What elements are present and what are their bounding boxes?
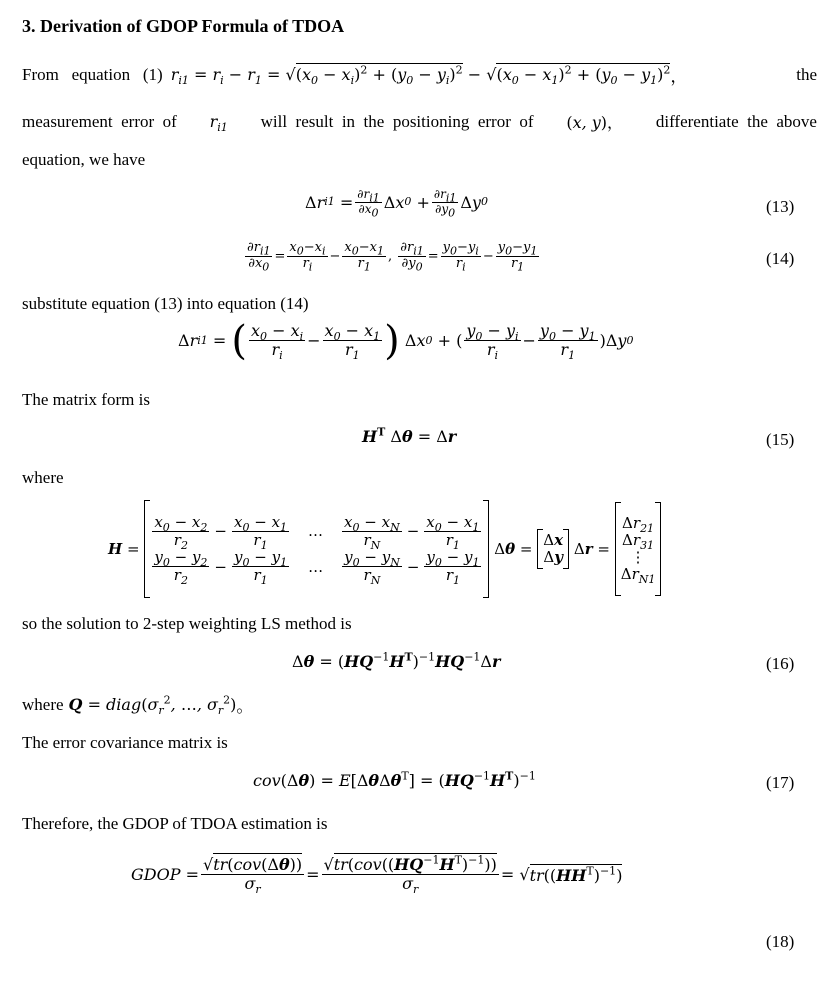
equation-14: $\frac{\partial r_{i1}}{\partial x_0}$ = $\frac{x_0-x_i}{r_i}$ − $\frac{x_0-x_1}{r_1}$ , $\frac{\partial r_{i1}}{\partial y_0}$ = $\frac{y_0-y_i}{r_i}$ − $\frac{y_0-y_1}{r_1}$ — [247, 240, 538, 274]
equation-number: (17) — [766, 773, 795, 792]
equation-1: $r_{i1} = r_i - r_1 = √(x_0 - x_i)^2 + (y_0 - y_i)^2 - √(x_0 - x_1)^2 + (y_0 - y_1)^2$ — [170, 63, 671, 88]
paragraph-text: where — [22, 468, 64, 487]
paragraph-text: the — [796, 64, 817, 84]
equation-17: $cov(\Delta\theta) = E[\Delta\theta\Delta\theta^T] = (HQ^{-1}H^T)^{-1}$ — [253, 769, 536, 790]
paragraph-text: From equation (1) — [22, 64, 163, 84]
paragraph-text: measurement error of — [22, 111, 177, 131]
punct-period: 。 — [236, 697, 254, 716]
paragraph-text: substitute equation (13) into equation (14) — [22, 294, 309, 313]
equation-13: Δ r i1 = $\frac{\partial r_{i1}}{\partial x_0}$ Δ x 0 + $\frac{\partial r_{i1}}{\partial y_0}$ Δ y 0 — [305, 187, 488, 220]
paragraph-measurement-error — [22, 110, 817, 133]
equation-16: $\Delta\theta = (HQ^{-1}H^T)^{-1}HQ^{-1}\Delta r$ — [292, 650, 501, 671]
paragraph-text: so the solution to 2-step weighting LS method is — [22, 614, 352, 633]
equation-number: (16) — [766, 654, 795, 673]
paragraph-text: Therefore, the GDOP of TDOA estimation is — [22, 814, 328, 833]
symbol-xy: (x, y)， — [566, 113, 624, 132]
equation-substituted: Δ r i1 = ( $\frac{x_0 - x_i}{r_i}$ − $\frac{x_0 - x_1}{r_1}$ ) Δ x 0 + ( $\frac{y_0 - y_i}{r_i}$ − $\frac{y_0 - y_1}{r_1}$ )Δ y 0 — [178, 317, 634, 364]
equation-18: GDOP = $\frac{\text{√tr(cov(Δθ))}}{\sigma_r}$ = $\frac{√tr(cov((HQ^{-1}H^T)^{-1}))}{\sigma_r}$ = √ $tr((HH^T)^{-1})$ — [131, 853, 623, 897]
equation-H-matrix: H = $\frac{x_0 - x_2}{r_2}$ − $\frac{x_0 - x_1}{r_1}$ … $\frac{x_0 - x_N}{r_N}$ − $\frac{x_0 - x_1}{r_1}$ $\frac{y_0 - y_2}{r_2}$ − $\frac{y_0 - y_1}{r_1}$ … $\frac{y_0 - y_N}{r_N}$ − $\frac{y_0 - y_1}{r_1}$ Δ θ = Δx Δy Δ r = $\Delta r_{21}$ $\Delta r_{31}$ ⋮ $\Delta r_{N1}$ — [108, 500, 661, 598]
paragraph-text: differentiate the above — [655, 111, 817, 131]
paragraph-text: The error covariance matrix is — [22, 733, 228, 752]
paragraph-text: will result in the positioning error of — [260, 111, 534, 131]
symbol-ri1: $r_{i1}$ — [209, 112, 228, 135]
punct-comma: ， — [670, 67, 688, 86]
equation-number: (13) — [766, 197, 795, 216]
paragraph-text: equation, we have — [22, 150, 146, 169]
equation-number: (15) — [766, 430, 795, 449]
paragraph-text: where — [22, 694, 64, 714]
equation-Q: $Q = diag(\sigma_r^2$, …, $\sigma_r^2$) — [68, 693, 237, 718]
section-title: 3. Derivation of GDOP Formula of TDOA — [22, 16, 345, 36]
equation-number: (14) — [766, 249, 795, 268]
paragraph-text: The matrix form is — [22, 390, 150, 409]
equation-15: $H^T$ Δθ = Δr — [362, 425, 457, 446]
paragraph-Q-def — [22, 692, 253, 717]
equation-number: (18) — [766, 932, 795, 951]
paragraph-eq1 — [22, 62, 817, 87]
